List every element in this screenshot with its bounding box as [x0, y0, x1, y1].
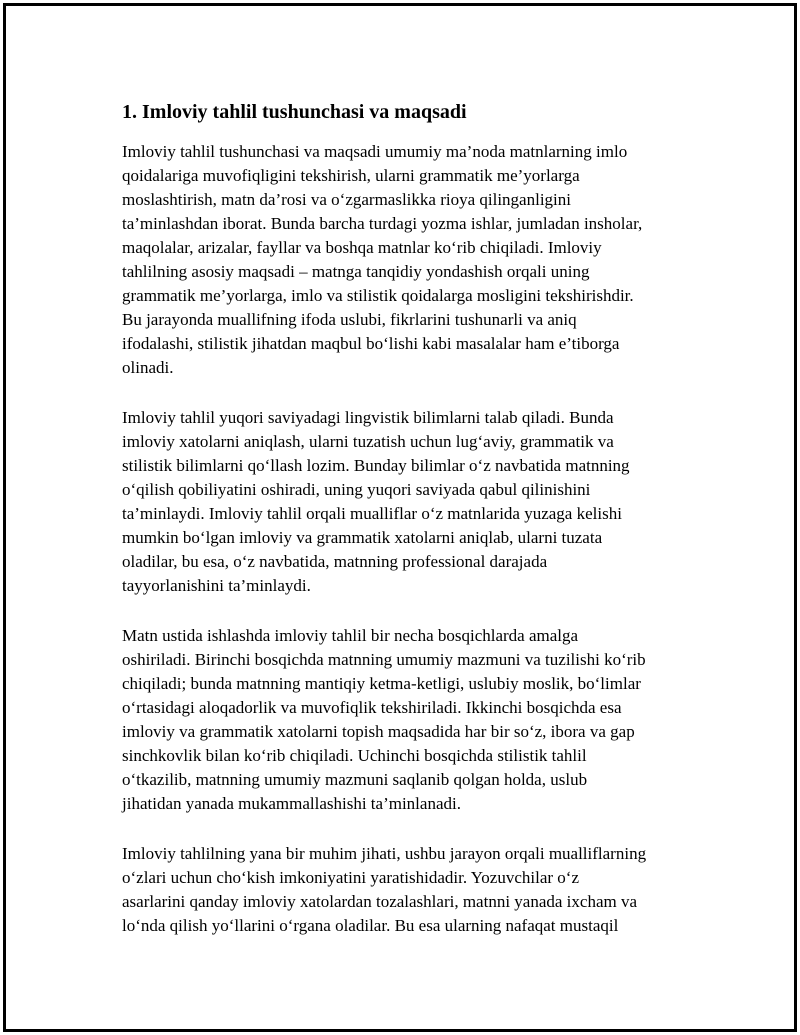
text-line: sinchkovlik bilan ko‘rib chiqiladi. Uchinchi bosqichda stilistik tahlil	[122, 746, 587, 765]
text-line: Bu jarayonda muallifning ifoda uslubi, fikrlarini tushunarli va aniq	[122, 310, 577, 329]
page-frame	[3, 3, 797, 1032]
paragraph-3	[122, 624, 702, 816]
text-line: ta’minlashdan iborat. Bunda barcha turdagi yozma ishlar, jumladan insholar,	[122, 214, 643, 233]
text-line: jihatidan yanada mukammallashishi ta’minlanadi.	[122, 794, 461, 813]
text-line: chiqiladi; bunda matnning mantiqiy ketma-ketligi, uslubiy moslik, bo‘limlar	[122, 674, 641, 693]
text-line: maqolalar, arizalar, fayllar va boshqa matnlar ko‘rib chiqiladi. Imloviy	[122, 238, 602, 257]
text-line: o‘zlari uchun cho‘kish imkoniyatini yaratishidadir. Yozuvchilar o‘z	[122, 868, 580, 887]
text-line: oladilar, bu esa, o‘z navbatida, matnning professional darajada	[122, 552, 548, 571]
text-line: imloviy xatolarni aniqlash, ularni tuzatish uchun lug‘aviy, grammatik va	[122, 432, 614, 451]
text-line: Imloviy tahlil tushunchasi va maqsadi umumiy ma’noda matnlarning imlo	[122, 142, 628, 161]
text-line: ifodalashi, stilistik jihatdan maqbul bo‘lishi kabi masalalar ham e’tiborga	[122, 334, 620, 353]
text-line: mumkin bo‘lgan imloviy va grammatik xatolarni aniqlab, ularni tuzata	[122, 528, 603, 547]
text-line: o‘tkazilib, matnning umumiy mazmuni saqlanib qolgan holda, uslub	[122, 770, 588, 789]
text-line: olinadi.	[122, 358, 174, 377]
paragraph-2	[122, 406, 702, 598]
text-line: moslashtirish, matn da’rosi va o‘zgarmaslikka rioya qilinganligini	[122, 190, 571, 209]
text-line: qoidalariga muvofiqligini tekshirish, ularni grammatik me’yorlarga	[122, 166, 580, 185]
text-line: o‘rtasidagi aloqadorlik va muvofiqlik tekshiriladi. Ikkinchi bosqichda esa	[122, 698, 622, 717]
text-line: asarlarini qanday imloviy xatolardan tozalashlari, matnni yanada ixcham va	[122, 892, 638, 911]
text-line: grammatik me’yorlarga, imlo va stilistik qoidalarga mosligini tekshirishdir.	[122, 286, 634, 305]
text-line: oshiriladi. Birinchi bosqichda matnning umumiy mazmuni va tuzilishi ko‘rib	[122, 650, 646, 669]
text-line: stilistik bilimlarni qo‘llash lozim. Bunday bilimlar o‘z navbatida matnning	[122, 456, 630, 475]
paragraph-1	[122, 140, 702, 380]
text-line: lo‘nda qilish yo‘llarini o‘rgana oladilar. Bu esa ularning nafaqat mustaqil	[122, 916, 619, 935]
text-line: ta’minlaydi. Imloviy tahlil orqali mualliflar o‘z matnlarida yuzaga kelishi	[122, 504, 622, 523]
text-line: tahlilning asosiy maqsadi – matnga tanqidiy yondashish orqali uning	[122, 262, 590, 281]
text-line: tayyorlanishini ta’minlaydi.	[122, 576, 311, 595]
section-heading: 1. Imloviy tahlil tushunchasi va maqsadi	[122, 101, 467, 123]
document-body	[122, 98, 702, 964]
text-line: Imloviy tahlilning yana bir muhim jihati, ushbu jarayon orqali mualliflarning	[122, 844, 647, 863]
text-line: Matn ustida ishlashda imloviy tahlil bir necha bosqichlarda amalga	[122, 626, 579, 645]
text-line: Imloviy tahlil yuqori saviyadagi lingvistik bilimlarni talab qiladi. Bunda	[122, 408, 614, 427]
paragraph-4	[122, 842, 702, 938]
text-line: imloviy va grammatik xatolarni topish maqsadida har bir so‘z, ibora va gap	[122, 722, 635, 741]
text-line: o‘qilish qobiliyatini oshiradi, uning yuqori saviyada qabul qilinishini	[122, 480, 591, 499]
